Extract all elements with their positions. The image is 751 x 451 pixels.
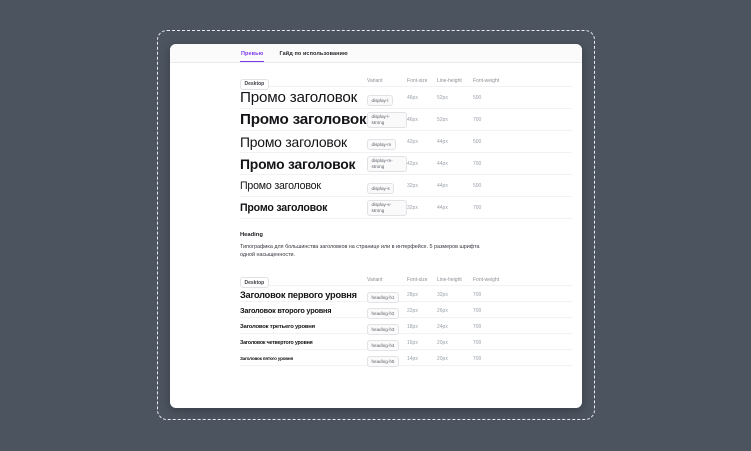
line-height-value: 44px: [437, 160, 448, 167]
display-section: [240, 72, 572, 219]
table-row: [240, 175, 572, 197]
font-weight-value: 700: [473, 355, 482, 362]
font-size-value: 22px: [407, 307, 418, 314]
line-height-value: 52px: [437, 94, 448, 101]
tab-preview[interactable]: Превью: [240, 46, 264, 62]
sample-text: Промо заголовок: [240, 201, 328, 214]
column-header-variant: Variant: [367, 78, 383, 84]
font-size-value: 32px: [407, 182, 418, 189]
variant-chip: heading-h4: [367, 340, 399, 351]
font-weight-value: 700: [473, 291, 482, 298]
heading-section: [240, 232, 572, 366]
sample-text: Заголовок пятого уровня: [240, 356, 293, 362]
font-size-value: 42px: [407, 138, 418, 145]
table-row: [240, 334, 572, 350]
column-header-font-size: Font-size: [407, 276, 428, 283]
sample-text: Заголовок третьего уровня: [240, 323, 315, 330]
line-height-value: 24px: [437, 323, 448, 330]
variant-chip: heading-h1: [367, 292, 399, 303]
font-size-value: 46px: [407, 94, 418, 101]
line-height-value: 52px: [437, 116, 448, 123]
table-row: [240, 302, 572, 318]
display-table-header: [240, 72, 572, 87]
line-height-value: 44px: [437, 182, 448, 189]
column-header-font-weight: Font-weight: [473, 276, 500, 283]
line-height-value: 32px: [437, 291, 448, 298]
section-title: Heading: [240, 232, 263, 238]
column-header-font-size: Font-size: [407, 78, 428, 84]
table-row: [240, 109, 572, 131]
font-size-value: 14px: [407, 355, 418, 362]
sample-text: Заголовок первого уровня: [240, 289, 357, 300]
font-size-value: 18px: [407, 323, 418, 330]
font-size-value: 16px: [407, 339, 418, 346]
sample-text: Промо заголовок: [240, 89, 358, 106]
sample-text: Заголовок четвертого уровня: [240, 339, 313, 346]
sample-text: Промо заголовок: [240, 133, 347, 150]
variant-chip: display-m-strong: [367, 156, 407, 172]
variant-chip: display-s-strong: [367, 200, 407, 216]
font-weight-value: 500: [473, 182, 482, 189]
line-height-value: 26px: [437, 307, 448, 314]
variant-chip: display-l-strong: [367, 112, 407, 128]
font-weight-value: 700: [473, 323, 482, 330]
variant-chip: heading-h5: [367, 356, 399, 367]
variant-chip: display-l: [367, 95, 393, 106]
table-row: [240, 350, 572, 366]
line-height-value: 44px: [437, 204, 448, 211]
font-weight-value: 500: [473, 94, 482, 101]
section-description: Типографика для большинства заголовков на странице или в интерфейсе. 5 размеров шрифта одной насыщенности.: [240, 244, 480, 259]
table-row: [240, 131, 572, 153]
table-row: [240, 197, 572, 219]
column-header-line-height: Line-height: [437, 78, 462, 84]
font-weight-value: 700: [473, 160, 482, 167]
page-content: [170, 63, 582, 366]
line-height-value: 44px: [437, 138, 448, 145]
device-chip[interactable]: Desktop: [240, 277, 269, 288]
sample-text: Промо заголовок: [240, 179, 321, 192]
font-weight-value: 700: [473, 339, 482, 346]
table-row: [240, 153, 572, 175]
typography-spec-page: [170, 44, 582, 408]
font-weight-value: 700: [473, 307, 482, 314]
column-header-line-height: Line-height: [437, 276, 462, 283]
heading-table-header: [240, 271, 572, 286]
table-row: [240, 318, 572, 334]
sample-text: Заголовок второго уровня: [240, 306, 332, 316]
variant-chip: heading-h2: [367, 308, 399, 319]
font-size-value: 46px: [407, 116, 418, 123]
tab-bar: [170, 44, 582, 63]
font-size-value: 28px: [407, 291, 418, 298]
column-header-font-weight: Font-weight: [473, 78, 500, 84]
font-size-value: 32px: [407, 204, 418, 211]
variant-chip: display-s: [367, 183, 394, 194]
font-weight-value: 500: [473, 138, 482, 145]
font-size-value: 42px: [407, 160, 418, 167]
line-height-value: 20px: [437, 355, 448, 362]
variant-chip: heading-h3: [367, 324, 399, 335]
column-header-variant: Variant: [367, 276, 383, 283]
line-height-value: 20px: [437, 339, 448, 346]
sample-text: Промо заголовок: [240, 155, 356, 172]
variant-chip: display-m: [367, 139, 396, 150]
tab-usage-guide[interactable]: Гайд по использованию: [279, 51, 348, 57]
table-row: [240, 87, 572, 109]
device-chip[interactable]: Desktop: [240, 79, 269, 90]
font-weight-value: 700: [473, 204, 482, 211]
font-weight-value: 700: [473, 116, 482, 123]
sample-text: Промо заголовок: [240, 111, 367, 128]
